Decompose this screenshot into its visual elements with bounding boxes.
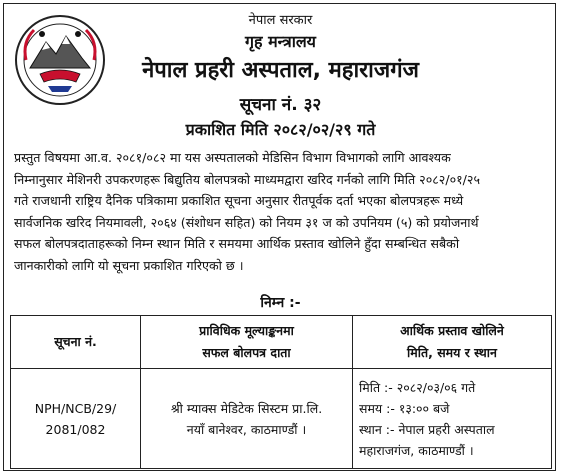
ministry-name: गृह मन्त्रालय (245, 32, 316, 51)
cell-opening-details (353, 369, 552, 469)
body-line: निम्नानुसार मेशिनरी उपकरणहरू बिद्युतिय बोलपत्रको माध्यमद्वारा खरिद गर्नको लागि मिति २०८२/०१/२५ (14, 171, 481, 187)
header-opening-details: आर्थिक प्रस्ताव खोलिने मिति, समय र स्थान (353, 316, 552, 369)
cell-notice-no: NPH/NCB/29/ 2081/082 (11, 369, 141, 469)
opening-time: समय :- १३:०० बजे (359, 400, 450, 416)
body-line: सार्वजनिक खरिद नियमावली, २०६४ (संशोधन सहित) को नियम ३१ ज को उपनियम (५) को प्रयोजनार्थ (14, 214, 479, 230)
bidder-table (10, 315, 552, 469)
hospital-name: नेपाल प्रहरी अस्पताल, महाराजगंज (142, 58, 419, 83)
table-row (11, 369, 552, 469)
opening-place-cont: महाराजगंज, काठमाण्डौं । (359, 442, 474, 458)
government-name: नेपाल सरकार (248, 13, 313, 28)
opening-date: मिति :- २०८२/०३/०६ गते (359, 379, 476, 395)
published-date: प्रकाशित मिति २०८२/०२/२९ गते (185, 120, 376, 139)
notice-number: सूचना नं. ३२ (239, 95, 322, 115)
body-line: गते राजधानी राष्ट्रिय दैनिक पत्रिकामा प्रकाशित सूचना अनुसार रीतपूर्वक दर्ता भएका बोलपत्रहरू मध्ये (14, 193, 464, 209)
cell-bidder: श्री म्याक्स मेडिटेक सिस्टम प्रा.लि. नयाँ बानेश्वर, काठमाण्डौं । (141, 369, 353, 469)
header-notice-no: सूचना नं. (11, 316, 141, 369)
table-header-row (11, 316, 552, 369)
body-line: जानकारीको लागि यो सूचना प्रकाशित गरिएको छ । (14, 257, 244, 273)
body-line: प्रस्तुत विषयमा आ.व. २०८१/०८२ मा यस अस्पतालको मेडिसिन विभाग विभागको लागि आवश्यक (14, 150, 451, 165)
list-heading: निम्न :- (260, 295, 301, 311)
opening-place: स्थान :- नेपाल प्रहरी अस्पताल (359, 421, 495, 437)
header-bidder: प्राविधिक मूल्याङ्कनमा सफल बोलपत्र दाता (141, 316, 353, 369)
notice-body (14, 147, 547, 277)
body-line: सफल बोलपत्रदाताहरूको निम्न स्थान मिति र समयमा आर्थिक प्रस्ताव खोलिने हुँदा सम्बन्धित सबैको (14, 236, 460, 252)
